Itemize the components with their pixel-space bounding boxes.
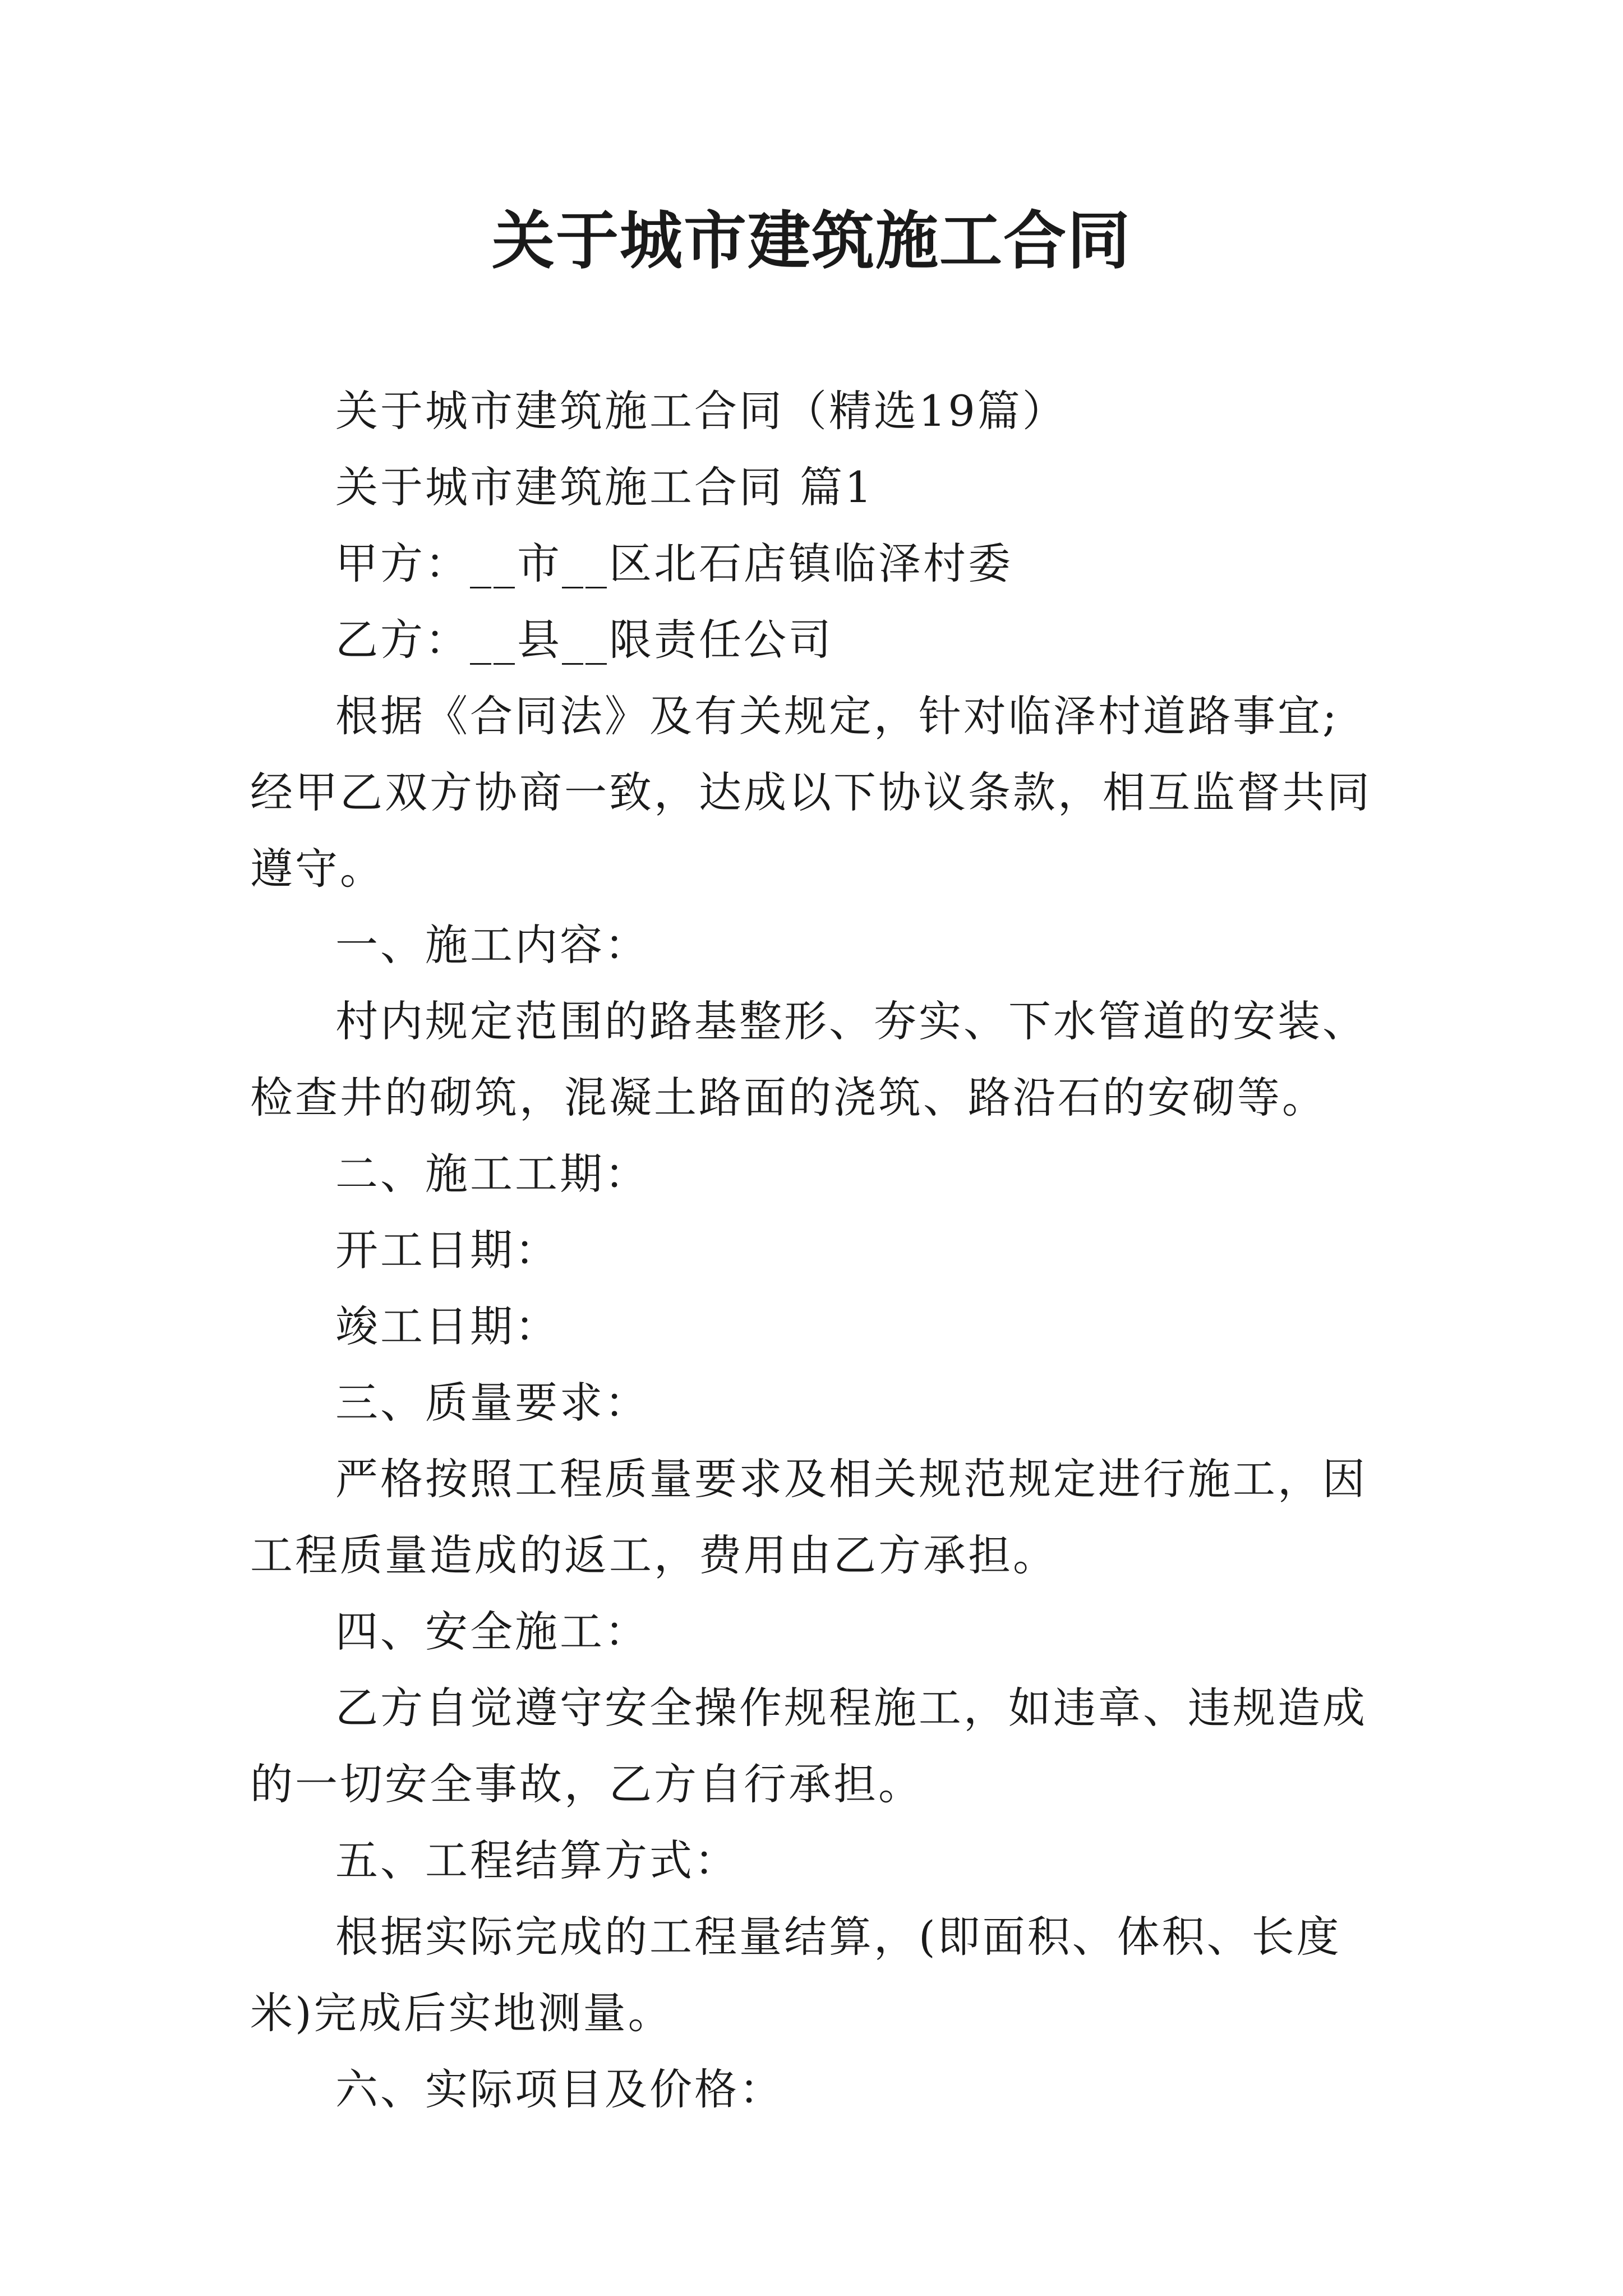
- paragraph-party-b: 乙方：__县__限责任公司: [335, 615, 833, 665]
- paragraph-construction-content: 村内规定范围的路基整形、夯实、下水管道的安装、检查井的砌筑，混凝土路面的浇筑、路沿石的安砌等。: [250, 996, 1367, 1122]
- paragraph-collection-title: 关于城市建筑施工合同（精选19篇）: [335, 386, 1067, 436]
- paragraph-settlement: 根据实际完成的工程量结算，(即面积、体积、长度米)完成后实地测量。: [250, 1912, 1341, 2038]
- section-heading-construction-content: 一、施工内容：: [335, 920, 649, 970]
- section-heading-construction-period: 二、施工工期：: [335, 1149, 649, 1199]
- document-title: 关于城市建筑施工合同: [492, 205, 1131, 278]
- section-heading-settlement: 五、工程结算方式：: [335, 1835, 739, 1885]
- paragraph-preamble: 根据《合同法》及有关规定，针对临泽村道路事宜;经甲乙双方协商一致，达成以下协议条款，相互监督共同遵守。: [250, 691, 1372, 894]
- section-heading-safety: 四、安全施工：: [335, 1607, 649, 1657]
- section-heading-items-prices: 六、实际项目及价格：: [335, 2064, 784, 2114]
- paragraph-part-heading: 关于城市建筑施工合同 篇1: [335, 462, 874, 512]
- section-heading-quality: 三、质量要求：: [335, 1378, 649, 1428]
- paragraph-start-date: 开工日期：: [335, 1225, 560, 1275]
- paragraph-safety: 乙方自觉遵守安全操作规程施工，如违章、违规造成的一切安全事故，乙方自行承担。: [250, 1683, 1367, 1809]
- document-body: [250, 373, 1381, 2128]
- paragraph-quality: 严格按照工程质量要求及相关规范规定进行施工，因工程质量造成的返工，费用由乙方承担。: [250, 1454, 1367, 1580]
- paragraph-completion-date: 竣工日期：: [335, 1301, 560, 1351]
- paragraph-party-a: 甲方：__市__区北石店镇临泽村委: [335, 539, 1013, 588]
